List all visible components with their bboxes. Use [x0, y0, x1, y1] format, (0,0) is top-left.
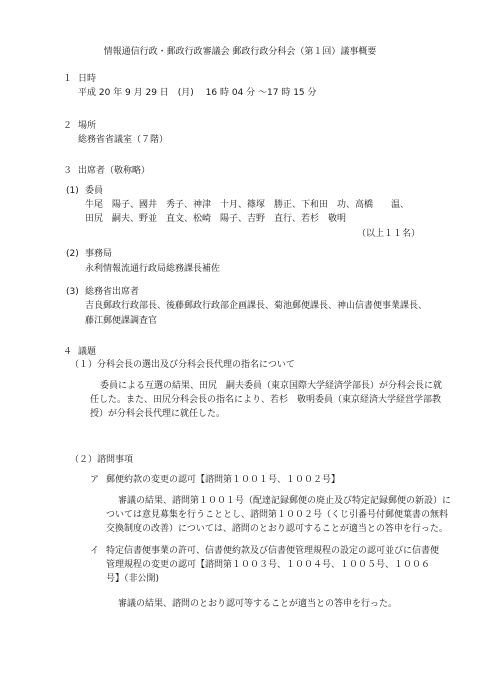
subsection-heading-members: 委員 — [85, 186, 104, 196]
item-b-text: 審議の結果、諮問のとおり認可等することが適当との答申を行った。 — [118, 599, 398, 609]
members-line-1: 牛尾 陽子、國井 秀子、神津 十月、篠塚 勝正、下和田 功、高橋 温、 — [85, 200, 410, 210]
section-heading-place: 場所 — [78, 121, 97, 131]
item-marker: ア — [90, 475, 100, 485]
item-marker: イ — [90, 546, 100, 556]
agenda-item-1-line: 授）が分科会長代理に就任した。 — [90, 409, 226, 419]
item-a-title: 郵便約款の変更の認可【諮問第１００１号、１００２号】 — [106, 475, 341, 485]
members-line-2: 田尻 嗣夫、野並 直文、松崎 陽子、吉野 直行、若杉 敬明 — [85, 214, 347, 224]
document-title: 情報通信行政・郵政行政審議会 郵政行政分科会（第１回）議事概要 — [103, 47, 377, 57]
item-b-title-line: 特定信書便事業の許可、信書便約款及び信書便管理規程の設定の認可並びに信書便 — [106, 546, 440, 556]
officials-line-1: 吉良郵政行政部長、後藤郵政行政部企画課長、菊池郵便課長、神山信書便事業課長、 — [85, 301, 428, 311]
section-number: ２ — [63, 121, 73, 131]
subsection-heading-secretariat: 事務局 — [85, 249, 113, 259]
place-text: 総務省省議室（７階） — [78, 135, 169, 145]
officials-line-2: 藤江郵便課調査官 — [85, 316, 158, 326]
item-a-line: 交換制度の改善）については、諮問のとおり認可することが適当との答申を行った。 — [106, 524, 448, 534]
section-heading-datetime: 日時 — [78, 74, 97, 84]
secretariat-text: 永利情報流通行政局総務課長補佐 — [85, 264, 221, 274]
item-a-line: ついては意見募集を行うこととし、諮問第１００２号（くじ引番号付郵便葉書の無料 — [106, 510, 449, 520]
subsection-number: (1) — [66, 186, 79, 196]
section-heading-attendees: 出席者（敬称略） — [78, 166, 151, 176]
section-number: ３ — [63, 166, 73, 176]
agenda-item-2-heading: （２）諮問事項 — [70, 455, 134, 465]
subsection-number: (3) — [66, 287, 79, 297]
item-a-line: 審議の結果、諮問第１００１号（配達記録郵便の廃止及び特定記録郵便の新設）に — [118, 496, 452, 506]
agenda-item-1-heading: （１）分科会長の選出及び分科会長代理の指名について — [70, 360, 295, 370]
section-heading-agenda: 議題 — [78, 347, 97, 357]
members-count: （以上１１名） — [357, 229, 421, 239]
agenda-item-1-line: 任した。また、田尻分科会長の指名により、若杉 敬明委員（東京経済大学経営学部教 — [90, 395, 442, 405]
item-b-title-line: 管理規程の変更の認可【諮問第１００３号、１００４号、１００５号、１００６ — [106, 560, 431, 570]
subsection-heading-officials: 総務省出席者 — [85, 287, 140, 297]
section-number: ４ — [63, 347, 73, 357]
section-number: １ — [63, 74, 73, 84]
item-b-title-line: 号】（非公開) — [106, 574, 160, 584]
agenda-item-1-line: 委員による互選の結果、田尻 嗣夫委員（東京国際大学経済学部長）が分科会長に就 — [100, 381, 443, 391]
subsection-number: (2) — [66, 249, 79, 259]
datetime-text: 平成 20 年 9 月 29 日 (月) 16 時 04 分 ～17 時 15 分 — [78, 88, 317, 98]
